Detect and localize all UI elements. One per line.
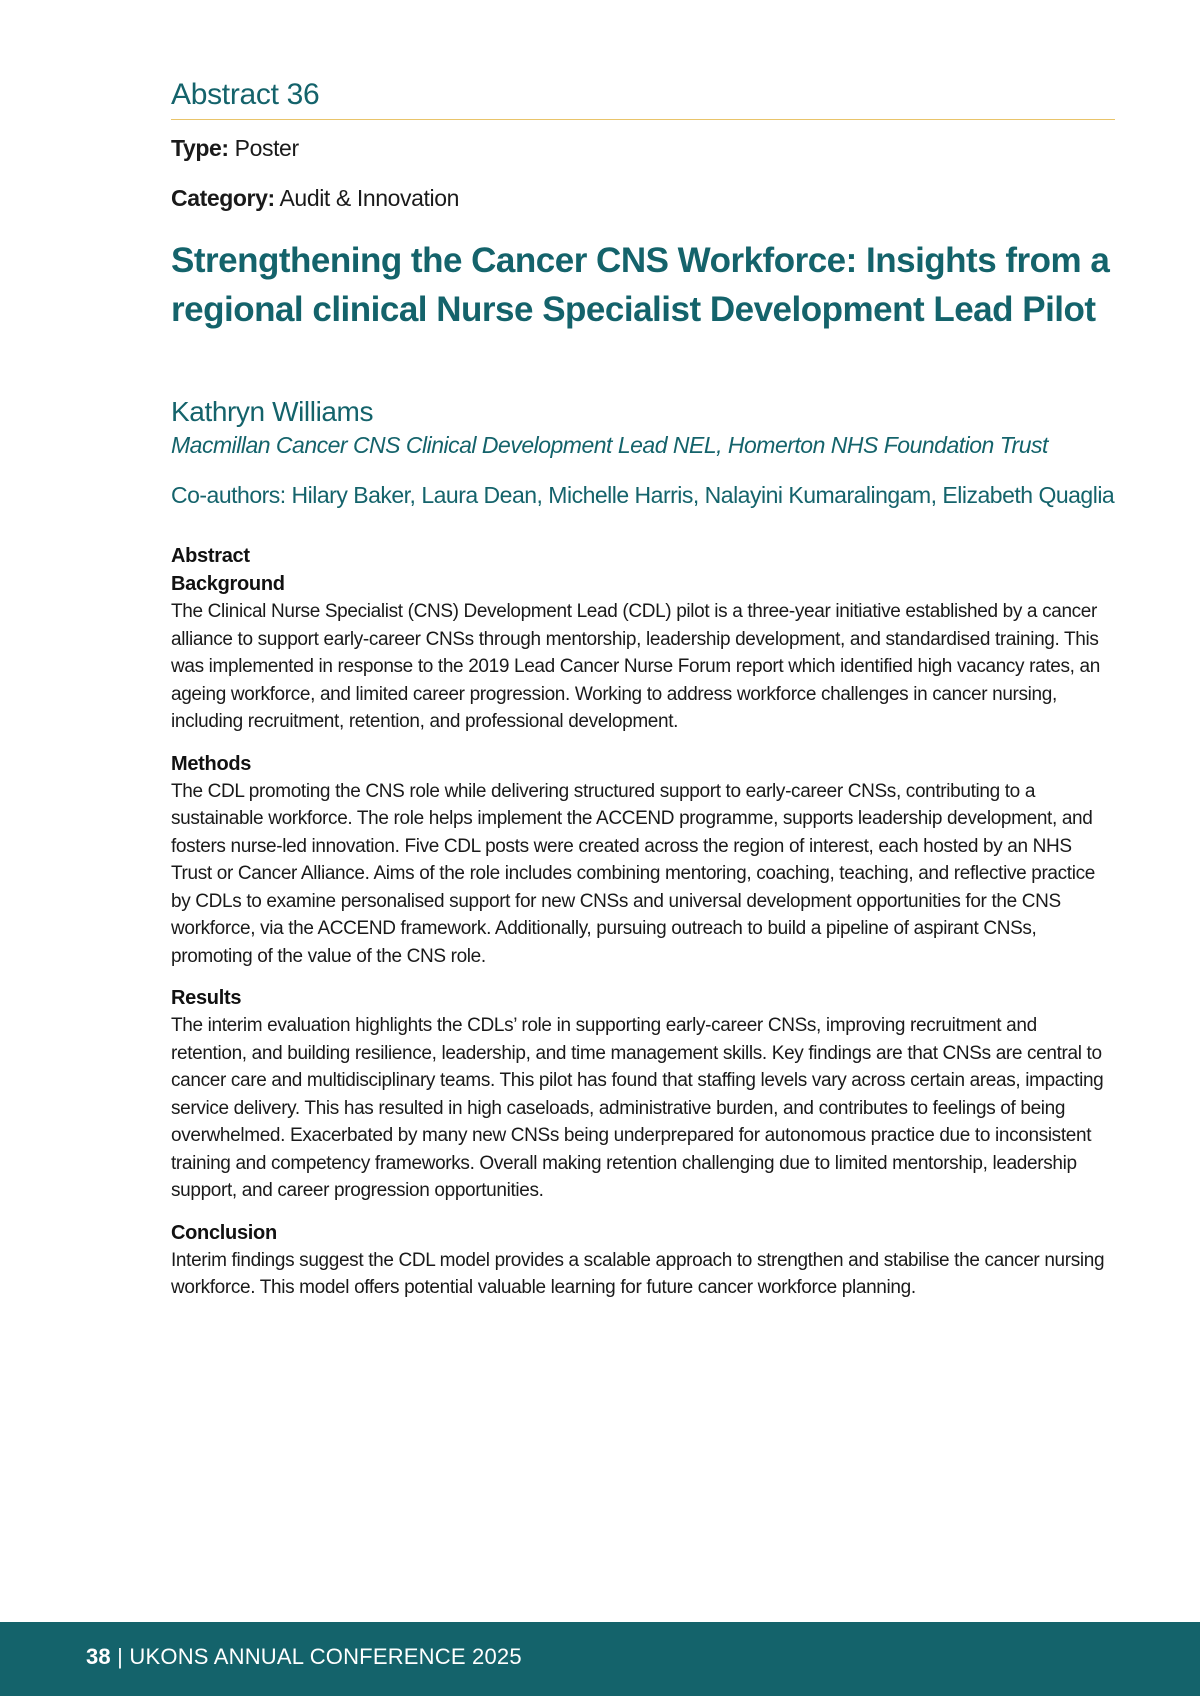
category-line — [171, 185, 459, 212]
conclusion-heading: Conclusion — [171, 1221, 277, 1244]
background-heading: Background — [171, 573, 285, 595]
abstract-body — [171, 542, 1115, 1316]
conference-name: UKONS ANNUAL CONFERENCE 2025 — [129, 1644, 522, 1669]
author-affiliation: Macmillan Cancer CNS Clinical Development Lead NEL, Homerton NHS Foundation Trust — [171, 432, 1048, 458]
abstract-heading: Abstract — [171, 545, 250, 567]
type-label: Type: — [171, 135, 229, 161]
author-name: Kathryn Williams — [171, 396, 374, 427]
page-footer — [0, 1622, 1200, 1696]
coauthors: Co-authors: Hilary Baker, Laura Dean, Michelle Harris, Nalayini Kumaralingam, Elizabeth Quaglia — [171, 482, 1115, 508]
category-value: Audit & Innovation — [274, 185, 459, 211]
type-line — [171, 135, 299, 162]
type-value: Poster — [228, 135, 299, 161]
footer-separator: | — [110, 1644, 130, 1669]
page-number: 38 — [86, 1644, 111, 1669]
results-text: The interim evaluation highlights the CDLs’ role in supporting early-career CNSs, improving recruitment and retention, and building resilience, leadership, and time management skills. Key findings are that CNSs are central to cancer care and multidisciplinary teams. This pilot has found that staffing levels vary across certain areas, impacting service delivery. This has resulted in high caseloads, administrative burden, and contributes to feelings of being overwhelmed. Exacerbated by many new CNSs being underprepared for autonomous practice due to inconsistent training and competency frameworks. Overall making retention challenging due to limited mentorship, leadership support, and career progression opportunities. — [171, 1015, 1104, 1201]
header-divider — [171, 119, 1115, 120]
background-text: The Clinical Nurse Specialist (CNS) Development Lead (CDL) pilot is a three-year initiative established by a cancer alliance to support early-career CNSs through mentorship, leadership development, and standardised training. This was implemented in response to the 2019 Lead Cancer Nurse Forum report which identified high vacancy rates, an ageing workforce, and limited career progression. Working to address workforce challenges in cancer nursing, including recruitment, retention, and professional development. — [171, 601, 1100, 732]
abstract-title: Strengthening the Cancer CNS Workforce: Insights from a regional clinical Nurse Specialist Development Lead Pilot — [171, 241, 1110, 329]
category-label: Category: — [171, 185, 275, 211]
methods-text: The CDL promoting the CNS role while delivering structured support to early-career CNSs, contributing to a sustainable workforce. The role helps implement the ACCEND programme, supports leadership development, and fosters nurse-led innovation. Five CDL posts were created across the region of interest, each hosted by an NHS Trust or Cancer Alliance. Aims of the role includes combining mentoring, coaching, teaching, and reflective practice by CDLs to examine personalised support for new CNSs and universal development opportunities for the CNS workforce, via the ACCEND framework. Additionally, pursuing outreach to build a pipeline of aspirant CNSs, promoting of the value of the CNS role. — [171, 780, 1095, 967]
results-heading: Results — [171, 987, 242, 1009]
conclusion-text: Interim findings suggest the CDL model provides a scalable approach to strengthen and stabilise the cancer nursing workforce. This model offers potential valuable learning for future cancer workforce planning. — [171, 1249, 1105, 1298]
abstract-number: Abstract 36 — [171, 78, 320, 111]
footer-text — [86, 1644, 522, 1670]
methods-heading: Methods — [171, 752, 252, 775]
